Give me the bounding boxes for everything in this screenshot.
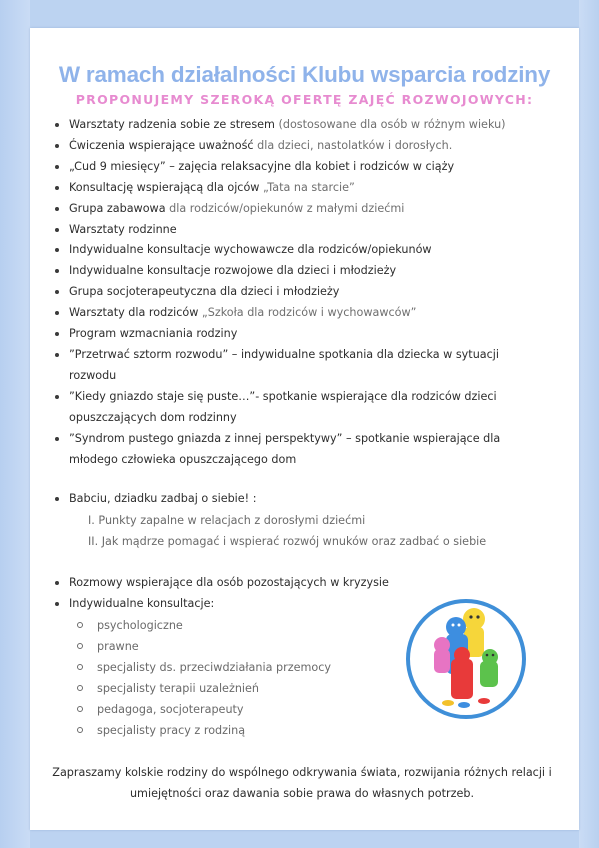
- crisis-talks-item: Rozmowy wspierające dla osób pozostających w kryzysie: [52, 573, 512, 594]
- list-item: specjalisty terapii uzależnień: [69, 678, 512, 699]
- closing-invitation: Zapraszamy kolskie rodziny do wspólnego odkrywania świata, rozwijania różnych relacji i umiejętności oraz dawania sobie prawa do własnych potrzeb.: [52, 766, 552, 800]
- list-item: I. Punkty zapalne w relacjach z dorosłymi dziećmi: [88, 513, 366, 527]
- list-item: specjalisty pracy z rodziną: [69, 720, 512, 741]
- list-item: Konsultację wspierającą dla ojców „Tata na starcie”: [52, 178, 522, 199]
- offer-list: [52, 115, 522, 470]
- list-item: pedagoga, socjoterapeuty: [69, 699, 512, 720]
- list-item: Warsztaty rodzinne: [52, 220, 522, 241]
- list-item: psychologiczne: [69, 615, 512, 636]
- list-item: Warsztaty dla rodziców „Szkoła dla rodziców i wychowawców”: [52, 303, 522, 324]
- list-item: Indywidualne konsultacje wychowawcze dla rodziców/opiekunów: [52, 240, 522, 261]
- list-item: ”Kiedy gniazdo staje się puste…”- spotkanie wspierające dla rodziców dzieci opuszczających dom rodzinny: [52, 387, 522, 429]
- list-item: prawne: [69, 636, 512, 657]
- list-item: Warsztaty radzenia sobie ze stresem (dostosowane dla osób w różnym wieku): [52, 115, 522, 136]
- grandparents-heading: Babciu, dziadku zadbaj o siebie! :: [52, 489, 532, 510]
- list-item: Indywidualne konsultacje rozwojowe dla dzieci i młodzieży: [52, 261, 522, 282]
- scan-right-edge: [579, 0, 599, 848]
- list-item: Ćwiczenia wspierające uważność dla dzieci, nastolatków i dorosłych.: [52, 136, 522, 157]
- grandparents-section: [52, 489, 532, 552]
- page-subtitle: PROPONUJEMY SZEROKĄ OFERTĘ ZAJĘĆ ROZWOJOWYCH:: [75, 92, 534, 107]
- list-item: ”Przetrwać sztorm rozwodu” – indywidualne spotkania dla dziecka w sytuacji rozwodu: [52, 345, 522, 387]
- grandparents-points: [52, 510, 532, 552]
- list-item: Program wzmacniania rodziny: [52, 324, 522, 345]
- list-item: II. Jak mądrze pomagać i wspierać rozwój wnuków oraz zadbać o siebie: [88, 534, 487, 548]
- page-title: W ramach działalności Klubu wsparcia rodziny: [58, 62, 551, 87]
- list-item: specjalisty ds. przeciwdziałania przemocy: [69, 657, 512, 678]
- list-item: Grupa zabawowa dla rodziców/opiekunów z małymi dziećmi: [52, 199, 522, 220]
- scan-left-edge: [0, 0, 30, 848]
- list-item: ”Syndrom pustego gniazda z innej perspektywy” – spotkanie wspierające dla młodego człowieka opuszczającego dom: [52, 429, 522, 471]
- list-item: „Cud 9 miesięcy” – zajęcia relaksacyjne dla kobiet i rodziców w ciąży: [52, 157, 522, 178]
- consultations-heading: Indywidualne konsultacje:: [69, 596, 215, 610]
- family-figures-logo-icon: [404, 597, 528, 721]
- list-item: Grupa socjoterapeutyczna dla dzieci i młodzieży: [52, 282, 522, 303]
